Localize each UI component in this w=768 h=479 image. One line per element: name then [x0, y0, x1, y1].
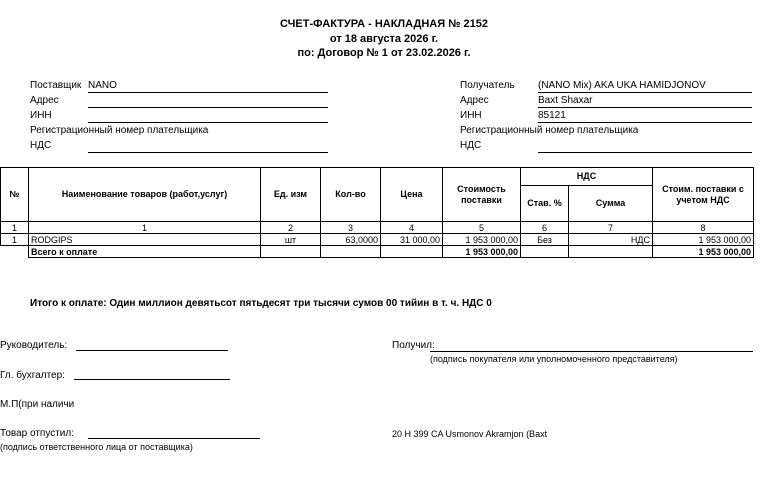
header-qty: Кол-во: [321, 168, 381, 222]
recipient-vat-label: НДС: [460, 140, 482, 151]
supplier-name: NANO: [88, 80, 328, 93]
stamp-label: М.П(при наличи: [0, 399, 75, 410]
row-qty: 63,0000: [321, 234, 381, 246]
recipient-name: (NANO Mix) AKA UKA HAMIDJONOV: [538, 80, 752, 93]
accountant-signature-line: [74, 379, 230, 380]
proxy-info: 20 H 399 CA Usmonov Akramjon (Baxt: [392, 429, 548, 439]
header-price: Цена: [381, 168, 443, 222]
col-number: 2: [261, 222, 321, 234]
column-numbers-row: [1, 222, 754, 234]
supplier-address-label: Адрес: [30, 95, 59, 106]
header-cost: Стоимость поставки: [443, 168, 521, 222]
received-label: Получил:: [392, 340, 435, 351]
header-name: Наименование товаров (работ,услуг): [29, 168, 261, 222]
recipient-address: Baxt Shaxar: [538, 95, 752, 108]
col-number: 1: [1, 222, 29, 234]
row-vat-sum: НДС: [569, 234, 653, 246]
total-row: [1, 246, 754, 258]
received-note: (подпись покупателя или уполномоченного представителя): [430, 354, 678, 364]
header-vat-sum: Сумма: [569, 186, 653, 222]
header-total: Стоим. поставки с учетом НДС: [653, 168, 754, 222]
col-number: 8: [653, 222, 754, 234]
row-cost: 1 953 000,00: [443, 234, 521, 246]
recipient-reg-label: Регистрационный номер плательщика: [460, 125, 639, 136]
table-row: [1, 234, 754, 246]
released-note: (подпись ответственного лица от поставщика): [0, 442, 193, 452]
row-total: 1 953 000,00: [653, 234, 754, 246]
invoice-table: [0, 167, 754, 258]
recipient-inn: 85121: [538, 110, 752, 123]
row-vat-rate: Без: [521, 234, 569, 246]
row-no: 1: [1, 234, 29, 246]
head-signature-line: [76, 350, 228, 351]
row-name: RODGIPS: [29, 234, 261, 246]
col-number: 7: [569, 222, 653, 234]
supplier-vat: [88, 140, 328, 153]
released-signature-line: [88, 438, 260, 439]
header-vat-rate: Став. %: [521, 186, 569, 222]
recipient-vat: [538, 140, 752, 153]
accountant-label: Гл. бухгалтер:: [0, 370, 65, 381]
header-unit: Ед. изм: [261, 168, 321, 222]
invoice-title: СЧЕТ-ФАКТУРА - НАКЛАДНАЯ № 2152: [280, 18, 488, 30]
amount-in-words: Итого к оплате: Один миллион девятьсот пятьдесят три тысячи сумов 00 тийин в т. ч. НДС 0: [30, 298, 492, 309]
invoice-date: от 18 августа 2026 г.: [329, 33, 439, 45]
header-vat: НДС: [521, 168, 653, 186]
col-number: 5: [443, 222, 521, 234]
row-unit: шт: [261, 234, 321, 246]
supplier-reg-label: Регистрационный номер плательщика: [30, 125, 209, 136]
supplier-address: [88, 95, 328, 108]
recipient-address-label: Адрес: [460, 95, 489, 106]
total-sum: 1 953 000,00: [653, 246, 754, 258]
recipient-inn-label: ИНН: [460, 110, 482, 121]
row-price: 31 000,00: [381, 234, 443, 246]
total-cost: 1 953 000,00: [443, 246, 521, 258]
received-signature-line: [430, 351, 753, 352]
supplier-vat-label: НДС: [30, 140, 52, 151]
col-number: 4: [381, 222, 443, 234]
col-number: 6: [521, 222, 569, 234]
recipient-label: Получатель: [460, 80, 515, 91]
col-number: 3: [321, 222, 381, 234]
total-label: Всего к оплате: [29, 246, 261, 258]
head-label: Руководитель:: [0, 340, 68, 351]
supplier-inn-label: ИНН: [30, 110, 52, 121]
invoice-contract: по: Договор № 1 от 23.02.2026 г.: [297, 47, 471, 59]
header-no: №: [1, 168, 29, 222]
released-label: Товар отпустил:: [0, 428, 74, 439]
col-number: 1: [29, 222, 261, 234]
supplier-inn: [88, 110, 328, 123]
supplier-label: Поставщик: [30, 80, 82, 91]
